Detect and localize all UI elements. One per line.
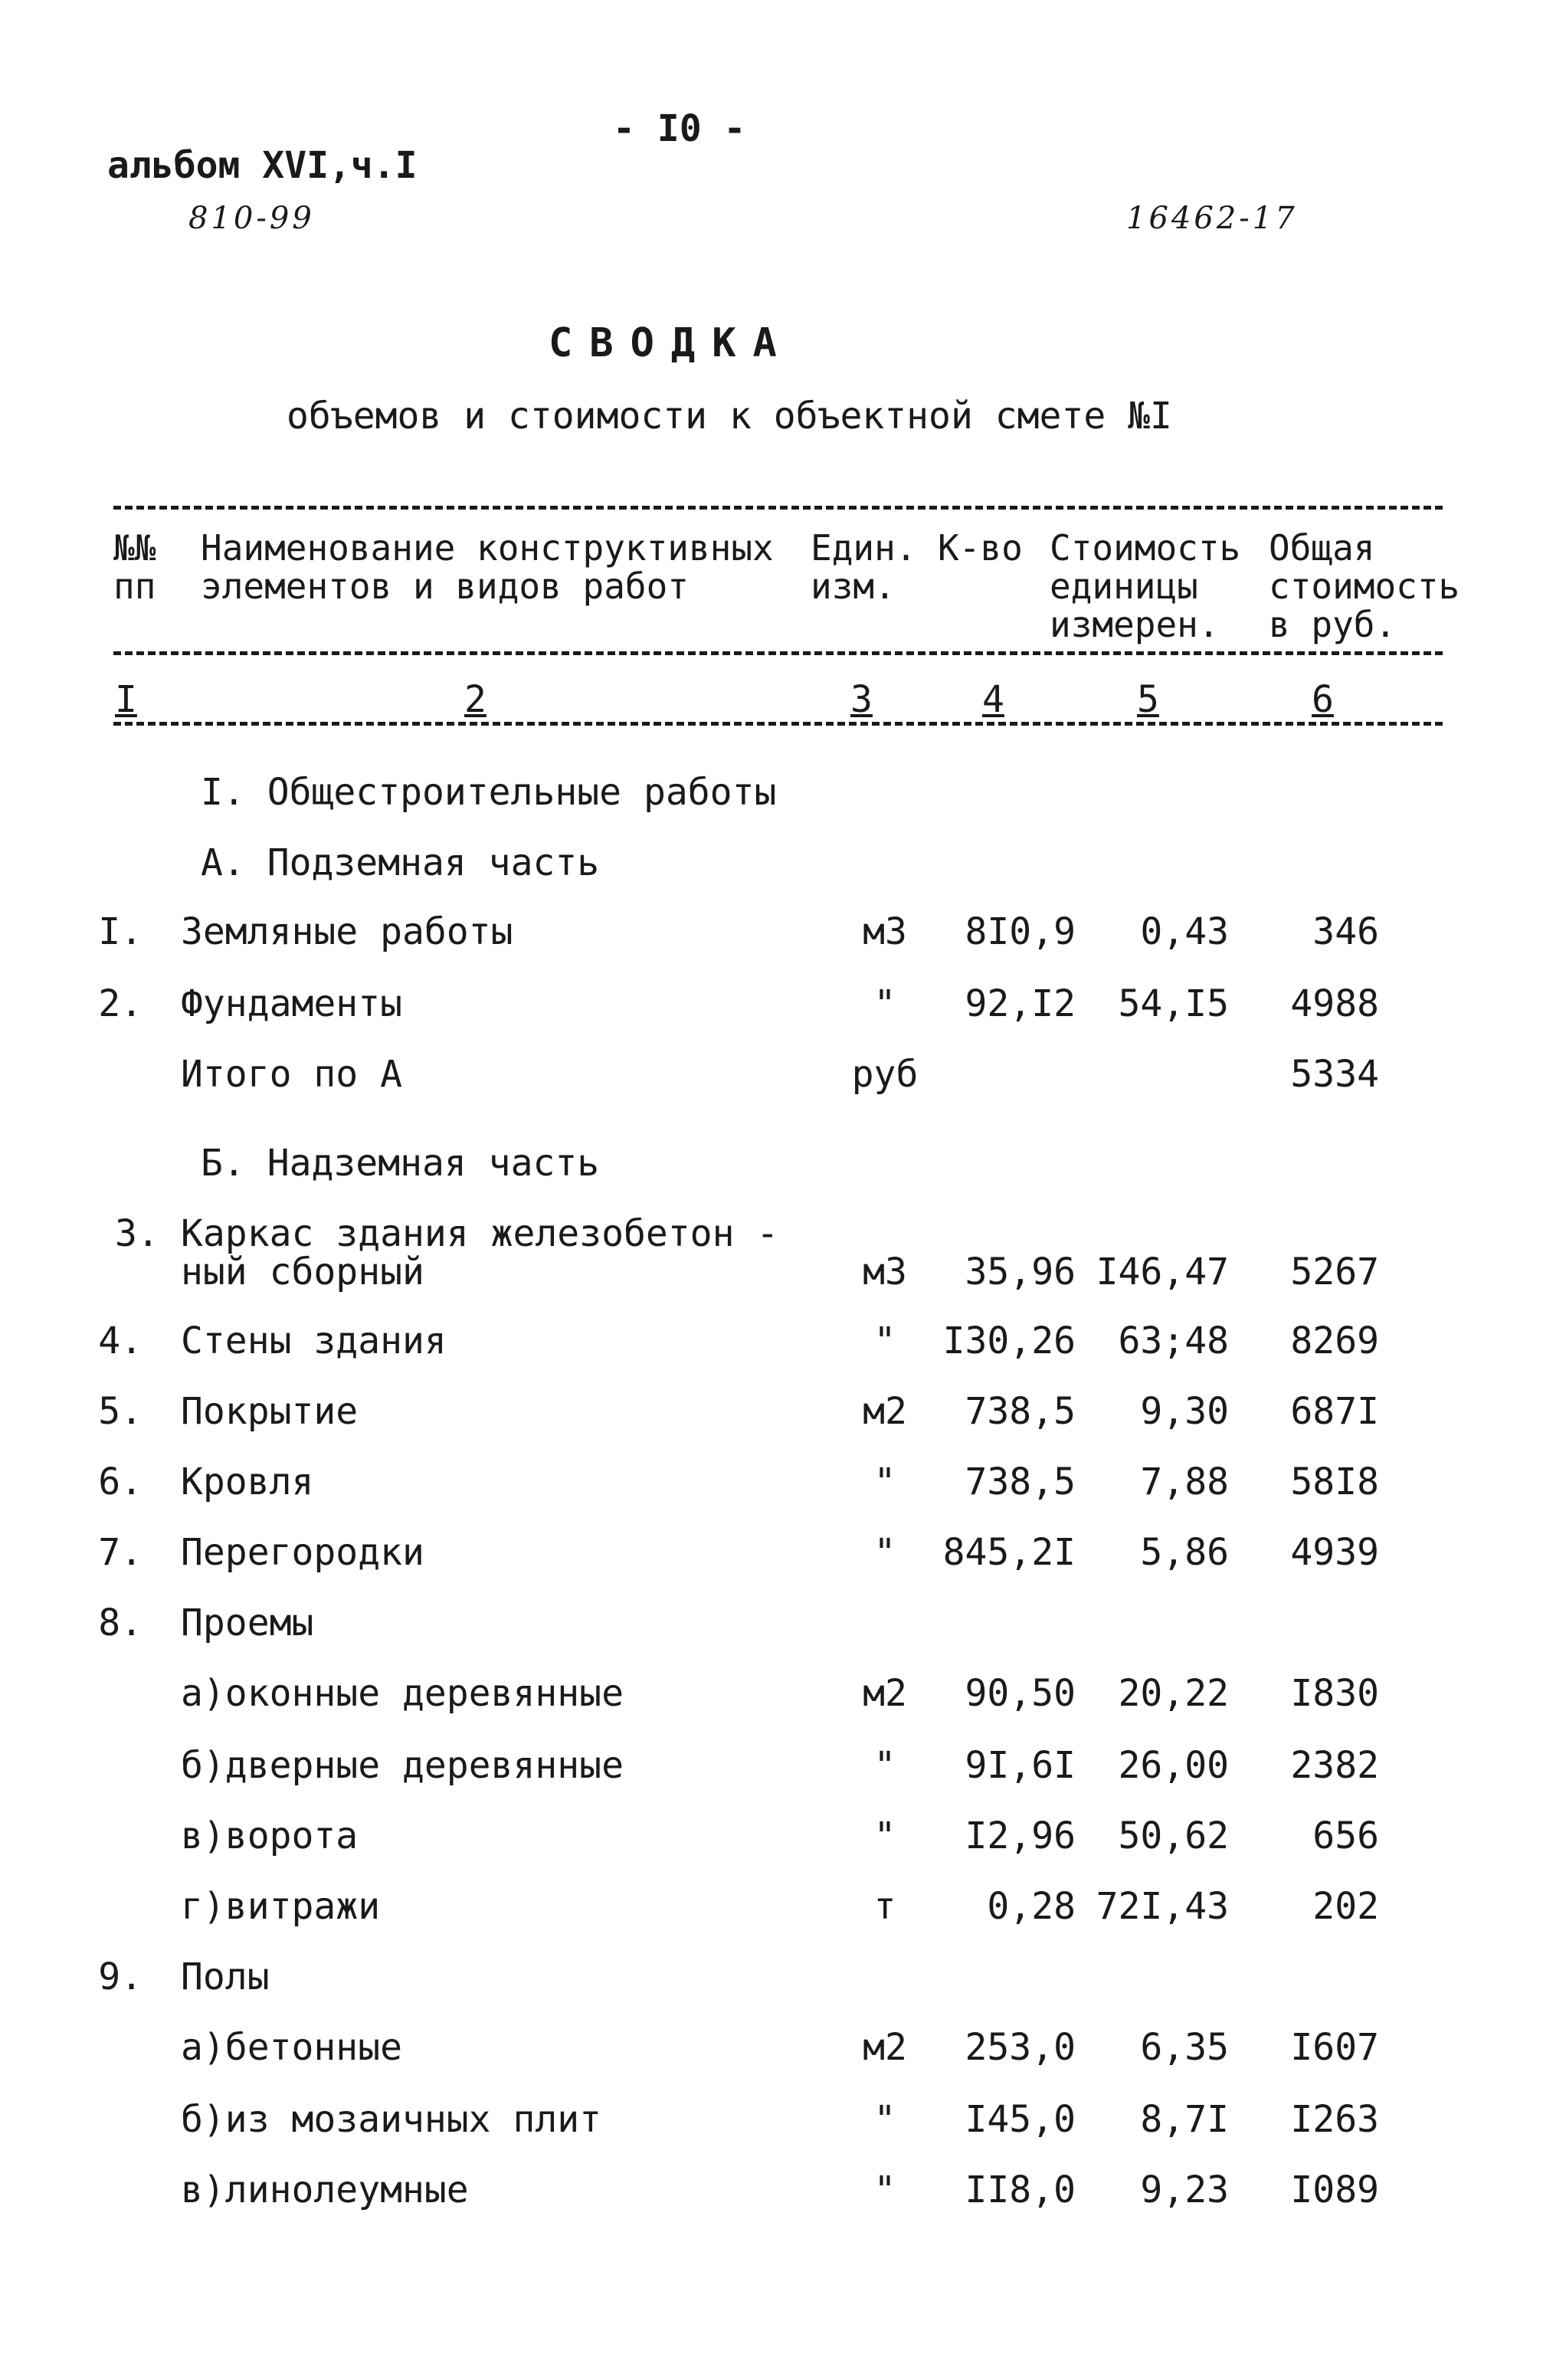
row-unit: м3 [863,1251,907,1293]
row-name: Стены здания [181,1319,447,1362]
row-unit: м2 [863,1390,907,1433]
row-name: в)линолеумные [181,2169,469,2211]
table-row [0,1744,1566,1790]
row-unit-price: 54,I5 [1118,982,1229,1025]
row-unit-price: 72I,43 [1096,1885,1229,1928]
row-name: в)ворота [181,1815,359,1857]
row-total: 4988 [1290,982,1379,1025]
table-row [0,1672,1566,1718]
row-name: Полы [181,1955,270,1998]
row-unit: " [873,1531,896,1574]
handwritten-code-left: 810-99 [188,201,315,236]
row-number: 9. [98,1955,143,1998]
row-unit: руб [851,1053,919,1096]
row-name-line2: ный сборный [181,1251,424,1293]
row-qty: 253,0 [965,2026,1076,2069]
header-bottom-rule [113,722,1443,726]
header-middle-rule [113,651,1443,655]
row-unit-price: 8,7I [1140,2098,1229,2141]
row-qty: 738,5 [965,1460,1076,1503]
header-col-number: №№ пп [113,527,156,607]
row-total: I607 [1290,2026,1379,2069]
row-total: 346 [1312,910,1379,953]
row-unit-price: 9,23 [1140,2169,1229,2211]
row-total: 8269 [1290,1319,1379,1362]
row-unit: " [873,1744,896,1787]
row-name: а)оконные деревянные [181,1672,624,1715]
table-row [0,1955,1566,2001]
row-number: 2. [98,982,143,1025]
row-unit: " [873,1319,896,1362]
row-number: 3. [115,1212,159,1255]
row-unit: " [873,1815,896,1857]
row-unit-price: 26,00 [1118,1744,1229,1787]
section-heading-underground: А. Подземная часть [201,841,600,884]
column-number-6: 6 [1312,678,1334,721]
table-row [0,1531,1566,1577]
header-col-name: Наименование конструктивных элементов и видов работ [201,527,774,607]
row-total: 687I [1290,1390,1379,1433]
table-row [0,1390,1566,1436]
column-number-3: 3 [850,678,873,721]
row-unit-price: 63;48 [1118,1319,1229,1362]
row-unit: " [873,1460,896,1503]
row-name: Итого по А [181,1053,402,1096]
row-unit-price: 0,43 [1140,910,1229,953]
row-qty: 9I,6I [965,1744,1076,1787]
row-name: Земляные работы [181,910,513,953]
row-unit-price: I46,47 [1096,1251,1229,1293]
row-unit: м3 [863,910,907,953]
row-name: Проемы [181,1601,314,1644]
column-number-5: 5 [1137,678,1159,721]
row-qty: I30,26 [942,1319,1076,1362]
row-name: Перегородки [181,1531,424,1574]
row-total: 4939 [1290,1531,1379,1574]
row-total: 2382 [1290,1744,1379,1787]
handwritten-code-right: 16462-17 [1126,201,1298,236]
table-row [0,2098,1566,2144]
row-number: 8. [98,1601,143,1644]
column-number-1: I [115,678,137,721]
page-number: - I0 - [613,107,746,150]
row-number: I. [98,910,143,953]
row-unit: м2 [863,1672,907,1715]
header-col-unit: Един. изм. [811,527,917,607]
table-row [0,1319,1566,1365]
row-number: 4. [98,1319,143,1362]
row-name: Фундаменты [181,982,402,1025]
row-qty: 90,50 [965,1672,1076,1715]
table-row [0,1601,1566,1647]
row-total: 5334 [1290,1053,1379,1096]
column-number-4: 4 [982,678,1004,721]
row-unit-price: 6,35 [1140,2026,1229,2069]
row-qty: II8,0 [965,2169,1076,2211]
section-heading-general: I. Общестроительные работы [201,771,777,814]
row-qty: 8I0,9 [965,910,1076,953]
row-number: 5. [98,1390,143,1433]
row-qty: I45,0 [965,2098,1076,2141]
table-row [0,1885,1566,1931]
document-subtitle: объемов и стоимости к объектной смете №I [287,395,1172,438]
document-title: СВОДКА [549,320,794,366]
row-unit: т [873,1885,896,1928]
row-unit-price: 9,30 [1140,1390,1229,1433]
row-unit: " [873,2098,896,2141]
row-total: 58I8 [1290,1460,1379,1503]
table-row [0,2026,1566,2072]
row-unit-price: 50,62 [1118,1815,1229,1857]
table-row [0,1460,1566,1506]
row-total: 656 [1312,1815,1379,1857]
row-qty: 0,28 [987,1885,1076,1928]
header-col-total: Общая стоимость в руб. [1269,527,1460,645]
row-name: б)из мозаичных плит [181,2098,602,2141]
row-qty: 845,2I [942,1531,1076,1574]
row-unit: " [873,2169,896,2211]
row-total: 5267 [1290,1251,1379,1293]
row-name: Покрытие [181,1390,359,1433]
row-unit: м2 [863,2026,907,2069]
header-col-qty: К-во [938,527,1023,569]
table-row [0,910,1566,956]
section-heading-aboveground: Б. Надземная часть [201,1142,600,1185]
row-qty: 738,5 [965,1390,1076,1433]
row-unit-price: 20,22 [1118,1672,1229,1715]
row-qty: 92,I2 [965,982,1076,1025]
row-number: 7. [98,1531,143,1574]
row-qty: 35,96 [965,1251,1076,1293]
row-name: а)бетонные [181,2026,402,2069]
row-unit: " [873,982,896,1025]
row-total: I089 [1290,2169,1379,2211]
row-name: б)дверные деревянные [181,1744,624,1787]
table-row [0,1251,1566,1297]
row-qty: I2,96 [965,1815,1076,1857]
row-name-line1: Каркас здания железобетон - [181,1212,779,1255]
row-total: I263 [1290,2098,1379,2141]
table-row-subtotal [0,1053,1566,1099]
header-top-rule [113,506,1443,510]
column-number-2: 2 [464,678,487,721]
row-unit-price: 5,86 [1140,1531,1229,1574]
table-row [0,982,1566,1028]
row-number: 6. [98,1460,143,1503]
table-row [0,2169,1566,2214]
row-name: Кровля [181,1460,314,1503]
row-total: 202 [1312,1885,1379,1928]
table-row [0,1815,1566,1860]
row-unit-price: 7,88 [1140,1460,1229,1503]
header-col-unit-price: Стоимость единицы измерен. [1050,527,1241,645]
row-total: I830 [1290,1672,1379,1715]
row-name: г)витражи [181,1885,381,1928]
album-label: альбом ХVI,ч.I [107,144,418,187]
